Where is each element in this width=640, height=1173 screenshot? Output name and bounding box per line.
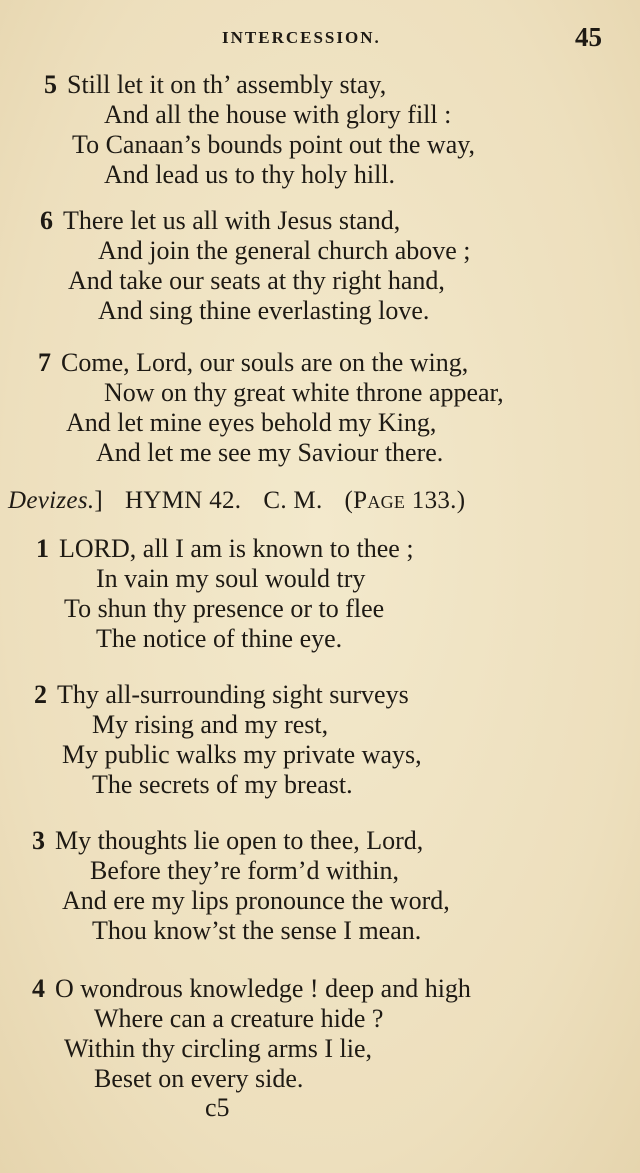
stanza-line: Where can a creature hide ?: [94, 1004, 384, 1033]
stanza-line: And join the general church above ;: [98, 236, 471, 265]
hymn-number: HYMN 42.: [125, 487, 242, 514]
stanza-line: 1 LORD, all I am is known to thee ;: [36, 534, 414, 563]
stanza-number: 3: [32, 826, 45, 855]
page-reference: (Page 133.): [344, 487, 466, 514]
stanza-line: And all the house with glory fill :: [104, 100, 452, 129]
stanza-line: 7 Come, Lord, our souls are on the wing,: [38, 348, 469, 377]
stanza-line: In vain my soul would try: [96, 564, 366, 593]
hymn-heading: [8, 487, 628, 515]
stanza-line: 3 My thoughts lie open to thee, Lord,: [32, 826, 424, 855]
stanza-line: To shun thy presence or to flee: [64, 594, 385, 623]
stanza-line: Thou know’st the sense I mean.: [92, 916, 422, 945]
stanza-line: Within thy circling arms I lie,: [64, 1034, 372, 1063]
stanza-line: Before they’re form’d within,: [90, 856, 400, 885]
stanza-line: My public walks my private ways,: [62, 740, 422, 769]
tune-name: Devizes.: [8, 487, 95, 514]
stanza-line: And let mine eyes behold my King,: [66, 408, 437, 437]
stanza-number: 5: [44, 70, 57, 99]
stanza-line: 4 O wondrous knowledge ! deep and high: [32, 974, 471, 1003]
stanza-line: The notice of thine eye.: [96, 624, 343, 653]
hymn-meter: C. M.: [263, 487, 323, 514]
stanza-line: And let me see my Saviour there.: [96, 438, 444, 467]
running-head: INTERCESSION.: [222, 28, 381, 47]
stanza-number: 7: [38, 348, 51, 377]
stanza-line: The secrets of my breast.: [92, 770, 353, 799]
stanza-line: And sing thine everlasting love.: [98, 296, 430, 325]
signature-mark: c5: [205, 1093, 230, 1122]
heading-bracket: ]: [94, 487, 104, 514]
page-number: 45: [575, 22, 602, 52]
stanza-line: 5 Still let it on th’ assembly stay,: [44, 70, 387, 99]
stanza-line: Now on thy great white throne appear,: [104, 378, 504, 407]
stanza-line: 6 There let us all with Jesus stand,: [40, 206, 401, 235]
stanza-number: 4: [32, 974, 45, 1003]
stanza-line: And lead us to thy holy hill.: [104, 160, 396, 189]
stanza-number: 6: [40, 206, 53, 235]
stanza-line: Beset on every side.: [94, 1064, 304, 1093]
stanza-number: 2: [34, 680, 47, 709]
stanza-number: 1: [36, 534, 49, 563]
page-header: [0, 22, 640, 56]
stanza-line: And take our seats at thy right hand,: [68, 266, 445, 295]
stanza-line: 2 Thy all-surrounding sight surveys: [34, 680, 409, 709]
stanza-line: My rising and my rest,: [92, 710, 329, 739]
stanza-line: And ere my lips pronounce the word,: [62, 886, 450, 915]
stanza-line: To Canaan’s bounds point out the way,: [72, 130, 476, 159]
